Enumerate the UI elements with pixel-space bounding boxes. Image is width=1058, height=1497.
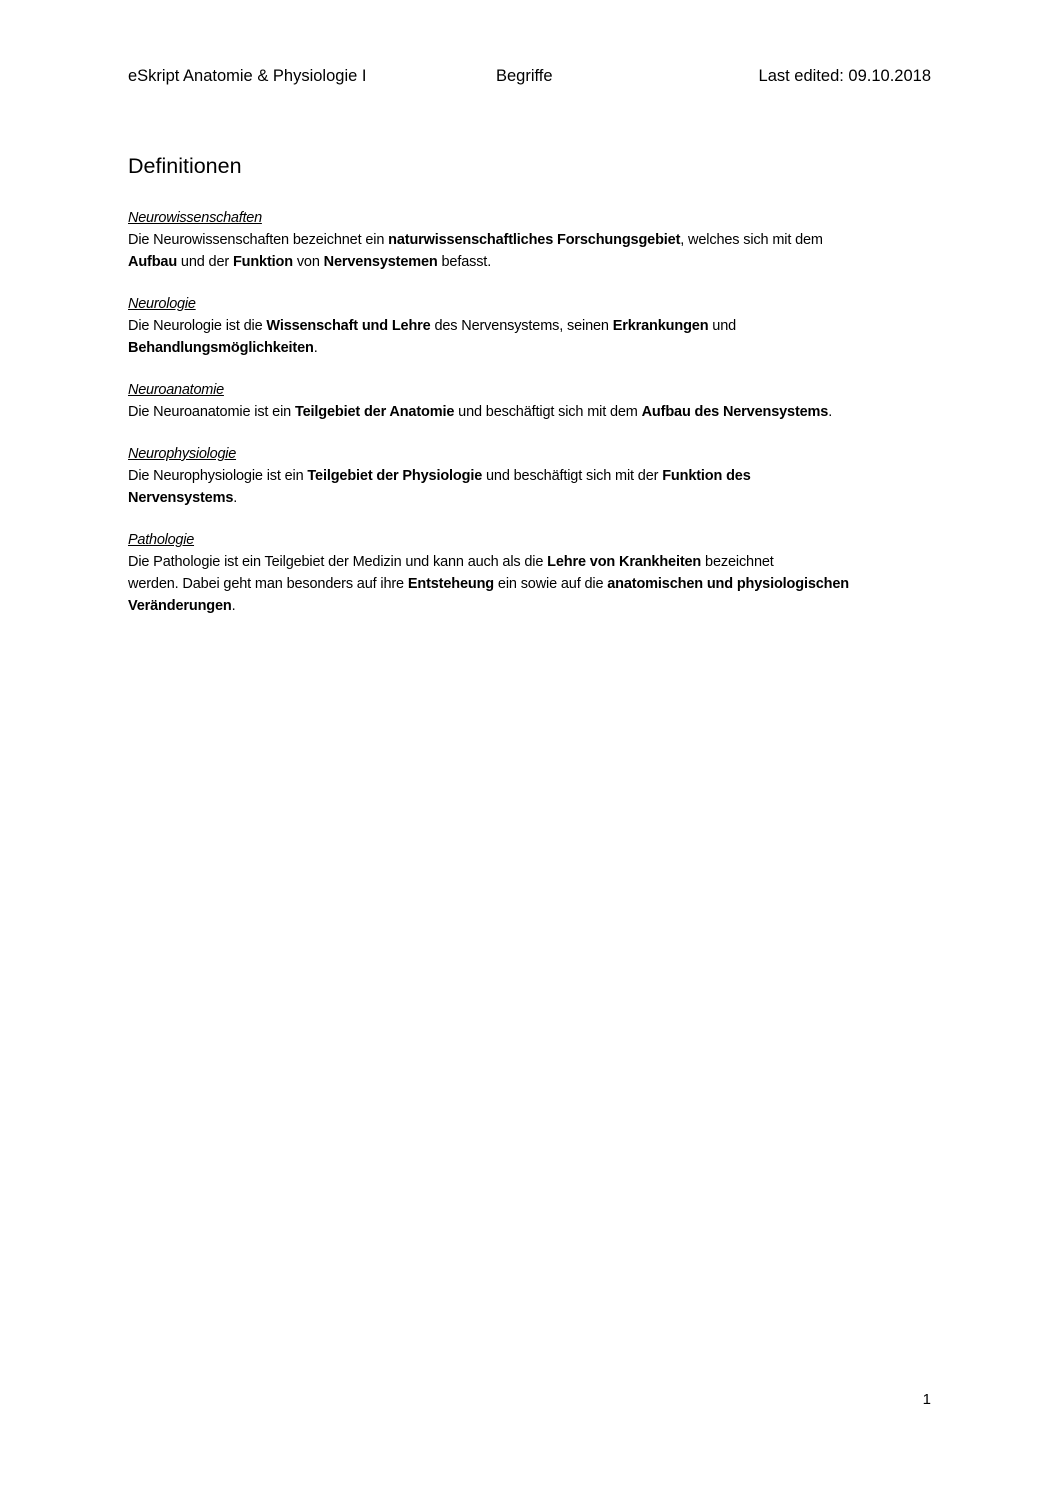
definition-item [128,208,938,273]
bold-term: Nervensystems [128,490,234,506]
bold-term: Erkrankungen [612,318,709,334]
definitions-list [128,208,938,638]
definition-item [128,380,938,423]
definition-item [128,294,938,359]
text-segment: bezeichnet [701,554,774,570]
definition-text [128,315,938,359]
definition-term: Pathologie [128,532,195,548]
text-segment: ein sowie auf die [494,576,608,592]
page-header [128,64,931,88]
definition-text [128,229,938,273]
bold-term: Veränderungen [128,598,232,614]
bold-term: naturwissenschaftliches Forschungsgebiet [388,232,681,248]
text-segment: befasst. [437,254,492,270]
text-segment: Die Pathologie ist ein Teilgebiet der Medizin und kann auch als die [128,554,548,570]
text-segment: und beschäftigt sich mit dem [454,404,642,420]
bold-term: Funktion [232,254,293,270]
definition-text [128,551,938,617]
header-section: Begriffe [496,67,553,85]
definition-text [128,465,938,509]
page-number: 1 [922,1391,931,1408]
definition-term: Neurowissenschaften [128,210,262,226]
text-segment: des Nervensystems, seinen [430,318,613,334]
header-document-title: eSkript Anatomie & Physiologie I [128,67,367,85]
text-segment: werden. Dabei geht man besonders auf ihre [128,576,408,592]
text-segment: Die Neuroanatomie ist ein [128,404,295,420]
bold-term: Entsteheung [407,576,495,592]
page-title: Definitionen [128,154,242,178]
text-segment: . [313,340,318,356]
bold-term: Aufbau [128,254,178,270]
bold-term: Nervensystemen [323,254,438,270]
text-segment: Die Neurologie ist die [128,318,267,334]
bold-term: Wissenschaft und Lehre [266,318,431,334]
text-segment: und der [177,254,233,270]
bold-term: Behandlungsmöglichkeiten [128,340,314,356]
text-segment: , welches sich mit dem [680,232,823,248]
bold-term: Aufbau des Nervensystems [641,404,829,420]
bold-term: Lehre von Krankheiten [547,554,702,570]
text-segment: . [233,490,238,506]
text-segment: . [231,598,236,614]
text-segment: und [708,318,737,334]
text-segment: Die Neurowissenschaften bezeichnet ein [128,232,389,248]
header-last-edited: Last edited: 09.10.2018 [758,67,931,85]
bold-term: Teilgebiet der Anatomie [294,404,455,420]
definition-text [128,401,938,423]
text-segment: von [292,254,324,270]
definition-term: Neuroanatomie [128,382,224,398]
definition-item [128,530,938,617]
definition-term: Neurophysiologie [128,446,237,462]
text-segment: . [828,404,833,420]
bold-term: Teilgebiet der Physiologie [307,468,483,484]
bold-term: anatomischen und physiologischen [607,576,850,592]
bold-term: Funktion des [662,468,751,484]
text-segment: und beschäftigt sich mit der [482,468,663,484]
definition-item [128,444,938,509]
text-segment: Die Neurophysiologie ist ein [128,468,308,484]
definition-term: Neurologie [128,296,196,312]
